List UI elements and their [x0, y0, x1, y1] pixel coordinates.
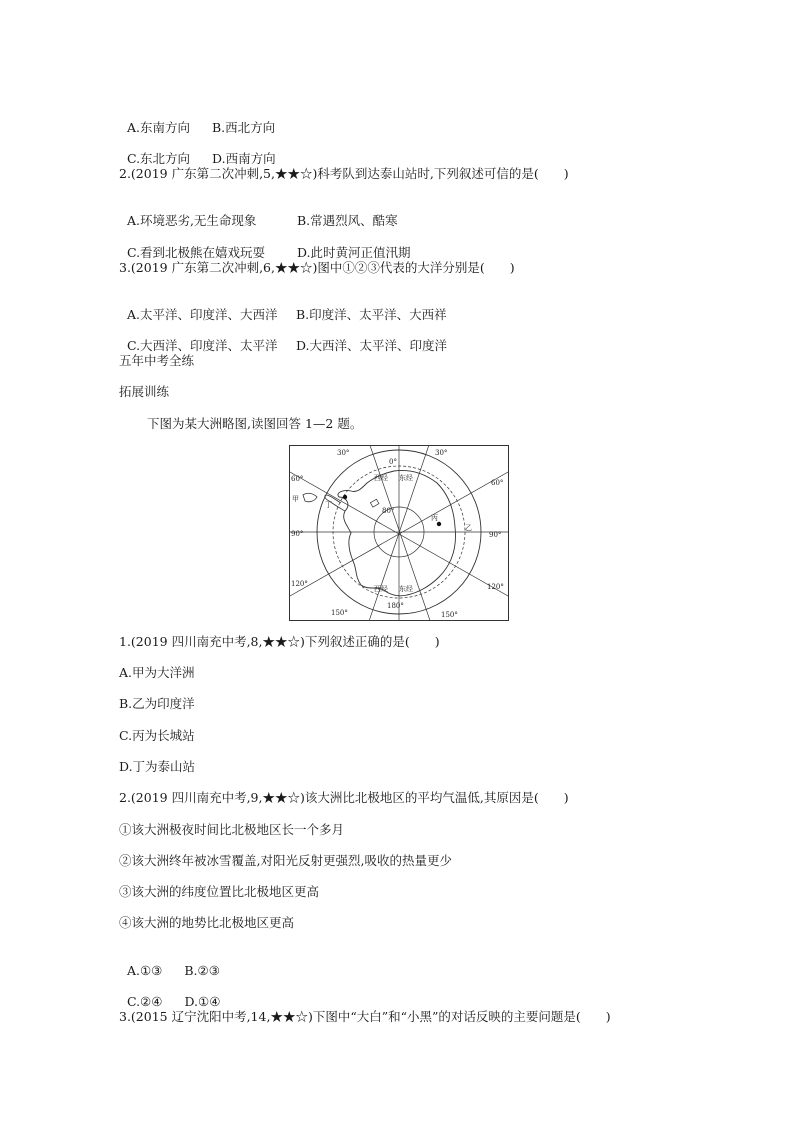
option-c: C.大西洋、印度洋、太平洋	[126, 338, 278, 353]
label-east-top: 东经	[399, 474, 413, 482]
label-yi: 乙	[465, 524, 472, 532]
question-1b-stem: 1.(2019 四川南充中考,8,★★☆)下列叙述正确的是( )	[119, 634, 440, 649]
option-d: D.此时黄河正值汛期	[296, 245, 411, 260]
option-d: D.西南方向	[212, 151, 276, 166]
question-1b-option-c: C.丙为长城站	[119, 728, 195, 743]
station-bing-dot	[437, 522, 441, 526]
label-60-right: 60°	[491, 479, 504, 487]
question-2b-stem: 2.(2019 四川南充中考,9,★★☆)该大洲比北极地区的平均气温低,其原因是( )	[119, 790, 569, 805]
question-2b-item-1: ①该大洲极夜时间比北极地区长一个多月	[119, 822, 345, 837]
question-1b-option-b: B.乙为印度洋	[119, 696, 195, 711]
option-b: B.②③	[184, 963, 220, 978]
question-3-stem: 3.(2019 广东第二次冲刺,6,★★☆)图中①②③代表的大洋分别是( )	[119, 260, 515, 275]
question-2b-options-cd	[119, 978, 220, 1010]
antarctica-map	[289, 445, 509, 621]
label-east-bottom: 东经	[399, 585, 413, 593]
question-1b-option-d: D.丁为泰山站	[119, 759, 196, 774]
label-120-left: 120°	[291, 580, 308, 588]
question-3b-stem: 3.(2015 辽宁沈阳中考,14,★★☆)下图中“大白”和“小黑”的对话反映的主要问题是( )	[119, 1009, 611, 1024]
option-a: A.环境恶劣,无生命现象	[126, 213, 257, 228]
label-30-left: 30°	[337, 449, 350, 457]
option-d: D.大西洋、太平洋、印度洋	[295, 338, 448, 353]
option-c: C.东北方向	[126, 151, 191, 166]
option-c: C.②④	[126, 994, 163, 1009]
section-subtitle: 拓展训练	[119, 384, 170, 399]
option-b: B.西北方向	[211, 120, 276, 135]
section-title: 五年中考全练	[119, 353, 195, 368]
option-b: B.印度洋、太平洋、大西祥	[295, 307, 447, 322]
option-a: A.太平洋、印度洋、大西洋	[126, 307, 278, 322]
label-jia: 甲	[292, 495, 299, 503]
label-150-left: 150°	[331, 609, 348, 617]
map-intro: 下图为某大洲略图,读图回答 1—2 题。	[147, 416, 363, 431]
question-3-options-ab	[119, 291, 447, 323]
label-180: 180°	[387, 602, 404, 610]
label-90-left: 90°	[291, 530, 304, 538]
option-b: B.常遇烈风、酷寒	[296, 213, 398, 228]
question-2b-item-3: ③该大洲的纬度位置比北极地区更高	[119, 884, 320, 899]
question-1b-option-a: A.甲为大洋洲	[119, 665, 195, 680]
label-120-right: 120°	[487, 583, 504, 591]
prev-question-options-ab	[119, 104, 275, 136]
label-west-bottom: 西经	[374, 585, 388, 593]
station-ding-dot	[343, 495, 347, 499]
option-a: A.①③	[126, 963, 163, 978]
label-90-right: 90°	[489, 531, 502, 539]
question-2b-options-ab	[119, 947, 220, 979]
antarctica-map-figure	[289, 445, 509, 621]
label-30-right: 30°	[435, 449, 448, 457]
option-d: D.①④	[184, 994, 221, 1009]
label-west-top: 西经	[374, 474, 388, 482]
label-150-right: 150°	[441, 611, 458, 619]
label-bing: 丙	[431, 514, 438, 522]
question-2b-item-2: ②该大洲终年被冰雪覆盖,对阳光反射更强烈,吸收的热量更少	[119, 853, 452, 868]
option-c: C.看到北极熊在嬉戏玩耍	[126, 245, 266, 260]
prev-question-options-cd	[119, 135, 276, 167]
question-2b-item-4: ④该大洲的地势比北极地区更高	[119, 915, 295, 930]
label-ding: 丁	[325, 501, 332, 509]
question-2-stem: 2.(2019 广东第二次冲刺,5,★★☆)科考队到达泰山站时,下列叙述可信的是( )	[119, 166, 569, 181]
label-80: 80°	[382, 507, 395, 515]
question-3-options-cd	[119, 322, 447, 354]
label-60-left: 60°	[291, 475, 304, 483]
question-2-options-ab	[119, 197, 398, 229]
label-0: 0°	[389, 458, 397, 466]
option-a: A.东南方向	[126, 120, 190, 135]
question-2-options-cd	[119, 229, 411, 261]
